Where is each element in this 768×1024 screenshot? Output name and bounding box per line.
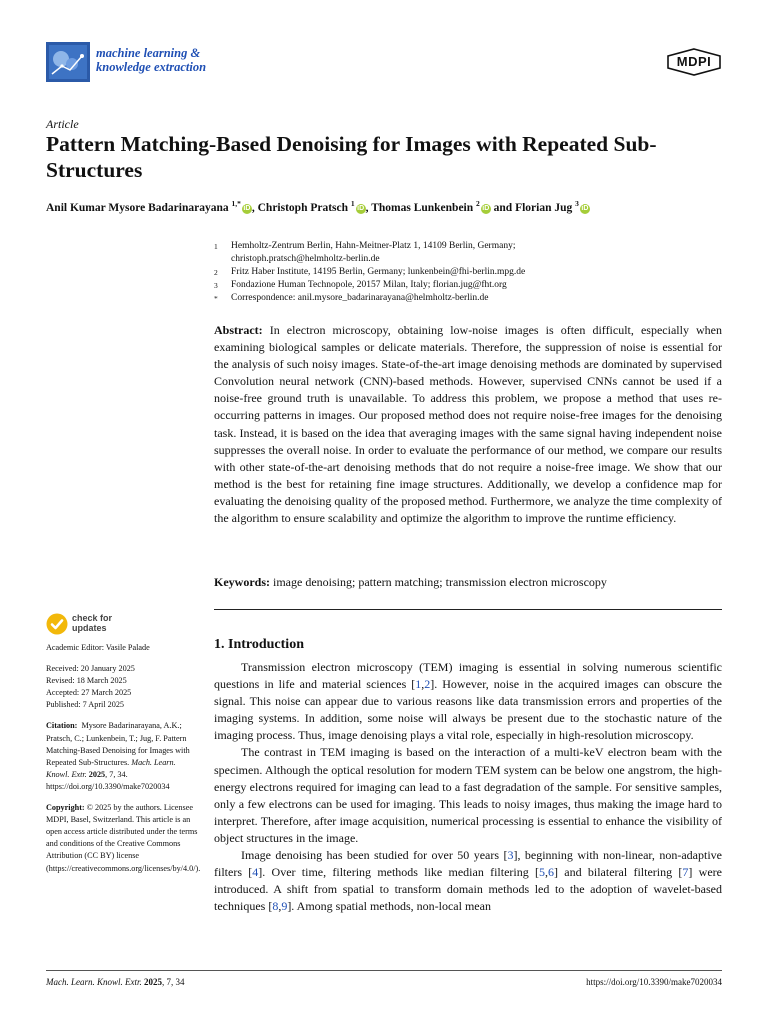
date-published: Published: 7 April 2025 (46, 700, 125, 710)
author-and: and (490, 201, 516, 214)
footer-citation (46, 977, 185, 987)
article-info-sidebar (46, 642, 201, 875)
paragraph-text: ]. However, noise in the acquired images can obscure the signal. This noise can appear due to various reasons like data transmission errors and properties of the imaging systems. In addition, some noise will always be present due to the stochastic nature of the imaging process. Thus, image denoising plays a vital role, especially in high-resolution microscopy. (214, 677, 722, 743)
paragraph-text: , (278, 899, 282, 914)
abstract (214, 322, 722, 527)
paragraph-text: Transmission electron microscopy (TEM) imaging is essential in solving numerous scientific questions in life and material sciences [ (214, 660, 722, 692)
introduction-body (214, 659, 722, 915)
citation-year: 2025 (88, 769, 106, 779)
affiliation-number: 2 (214, 268, 218, 277)
abstract-text: In electron microscopy, obtaining low-noise images is often difficult, especially when examining biological samples or delicate materials. Therefore, the suppression of noise is essential for the analysis of such noisy images. State-of-the-art image denoising methods are dominated by supervised Convolution neural network (CNN)-based methods. However, supervised CNNs cannot be used if a noise-free ground truth is unavailable. To address this problem, we propose a method that uses re-occurring patterns in images. Our proposed method does not require noise-free images for the denoising task. Instead, it is based on the idea that averaging images with the same signal having independent noise suppresses the overall noise. In order to evaluate the performance of our method, we compare our results with other state-of-the-art denoising methods that do not require a noise-free image. We show that our method is the best for retaining fine image structures. Additionally, we develop a confidence map for evaluating the denoising quality of the proposed method. Furthermore, we analyze the time complexity of the algorithm to ensure scalability and optimize the algorithm to improve the runtime efficiency. (214, 323, 723, 526)
citation (46, 720, 198, 793)
academic-editor: Academic Editor: Vasile Palade (46, 643, 150, 652)
footer-divider (46, 970, 722, 971)
affiliation-number (214, 253, 231, 266)
footer-journal: Mach. Learn. Knowl. Extr. (46, 977, 142, 987)
affiliation-row (214, 266, 734, 279)
paragraph-text: ]. Among spatial methods, non-local mean (287, 899, 491, 914)
date-received: Received: 20 January 2025 (46, 664, 135, 674)
affiliation-number: * (214, 294, 218, 303)
journal-name (96, 46, 206, 74)
abstract-label: Abstract: (214, 323, 263, 337)
affiliation-row (214, 253, 734, 266)
reference-link[interactable]: 5 (539, 865, 546, 880)
journal-name-line2: knowledge extraction (96, 60, 207, 74)
publisher-name: MDPI (676, 54, 712, 69)
author-name[interactable]: Florian Jug (515, 201, 573, 214)
author-list (46, 199, 736, 214)
date-revised: Revised: 18 March 2025 (46, 676, 127, 686)
footer-doi-link[interactable]: https://doi.org/10.3390/make7020034 (586, 977, 722, 987)
author-name[interactable]: Anil Kumar Mysore Badarinarayana (46, 201, 229, 214)
check-updates-line2: updates (72, 623, 107, 633)
author-affil-sup: 1 (350, 199, 355, 208)
paragraph-text: , (421, 677, 425, 692)
reference-link[interactable]: 2 (424, 677, 431, 692)
keywords-label: Keywords: (214, 575, 270, 589)
footer-volume: , 7, 34 (162, 977, 185, 987)
author-name[interactable]: Christoph Pratsch (257, 201, 349, 214)
paragraph: The contrast in TEM imaging is based on the interaction of a multi-keV electron beam with the specimen. Although the optical resolution for modern TEM system can be below one angstrom, the high-energy electrons required for imaging can lead to a fast degradation of the sample. For sensitive samples, only a few electrons can be used for imaging. This leads to noisy images, thus making the image hard to interpret. Therefore, after image acquisition, numerical processing is essential to enhance the visibility of object structures in the image. (214, 745, 722, 845)
affiliation-row (214, 240, 734, 253)
paragraph-text: ] were introduced. A shift from spatial to transform domain methods led to the adoption of wavelet-based techniques [ (214, 865, 722, 914)
paragraph-text: Image denoising has been studied for over 50 years [ (241, 848, 508, 863)
affiliation-text: Fritz Haber Institute, 14195 Berlin, Germany; lunkenbein@fhi-berlin.mpg.de (231, 267, 526, 277)
author-affil-sup: 3 (575, 199, 579, 208)
article-title: Pattern Matching-Based Denoising for Images with Repeated Sub-Structures (46, 132, 657, 182)
affiliation-text: Hemholtz-Zentrum Berlin, Hahn-Meitner-Platz 1, 14109 Berlin, Germany; (231, 241, 516, 251)
keywords-text: image denoising; pattern matching; transmission electron microscopy (273, 575, 607, 589)
footer-year: 2025 (144, 977, 162, 987)
check-updates-icon (46, 613, 68, 635)
reference-link[interactable]: 7 (682, 865, 689, 880)
affiliation-text: Fondazione Human Technopole, 20157 Milan, Italy; florian.jug@fht.org (231, 280, 507, 290)
orcid-icon[interactable]: iD (357, 204, 365, 212)
mdpi-logo (666, 48, 722, 76)
check-for-updates-button[interactable] (46, 612, 146, 638)
affiliation-number: 1 (214, 242, 218, 251)
author-separator: , (251, 201, 258, 214)
paragraph (214, 847, 722, 915)
affiliation-row (214, 279, 734, 292)
reference-link[interactable]: 9 (281, 899, 288, 914)
citation-doi[interactable]: , 7, 34. https://doi.org/10.3390/make7020034 (46, 769, 170, 791)
paragraph-text: , (545, 865, 549, 880)
copyright-text: © 2025 by the authors. Licensee MDPI, Basel, Switzerland. This article is an open access article distributed under the terms and conditions of the Creative Commons Attribution (CC BY) license (https://creativecommons.org/licenses/by/4.0/). (46, 803, 201, 873)
paragraph (214, 659, 722, 744)
affiliation-number: 3 (214, 281, 218, 290)
affiliations (214, 240, 734, 305)
journal-logo-icon (46, 42, 90, 82)
affiliation-email[interactable]: christoph.pratsch@helmholtz-berlin.de (231, 254, 380, 264)
paragraph-text: ], beginning with non-linear, non-adaptive filters [ (214, 848, 722, 880)
citation-text: Mysore Badarinarayana, A.K.; Pratsch, C.; Lunkenbein, T.; Jug, F. Pattern Matching-Based Denoising for Images with Repeated Sub-Structures. (46, 721, 190, 767)
keywords (214, 574, 722, 591)
reference-link[interactable]: 6 (548, 865, 555, 880)
check-updates-line1: check for (72, 613, 113, 623)
article-type: Article (46, 117, 79, 131)
correspondence: Correspondence: anil.mysore_badarinarayana@helmholtz-berlin.de (231, 293, 489, 303)
reference-link[interactable]: 3 (507, 848, 514, 863)
affiliation-row (214, 292, 734, 305)
orcid-icon[interactable]: iD (243, 204, 251, 212)
citation-label: Citation: (46, 721, 78, 731)
date-accepted: Accepted: 27 March 2025 (46, 688, 132, 698)
author-affil-sup: 1,* (231, 199, 241, 208)
paragraph-text: ] and bilateral filtering [ (554, 865, 683, 880)
orcid-icon[interactable]: iD (581, 204, 589, 212)
orcid-icon[interactable]: iD (482, 204, 490, 212)
author-affil-sup: 2 (476, 199, 480, 208)
author-name[interactable]: Thomas Lunkenbein (371, 201, 474, 214)
citation-journal: Mach. Learn. Knowl. Extr. (46, 757, 176, 779)
copyright-label: Copyright: (46, 803, 85, 813)
reference-link[interactable]: 1 (415, 677, 422, 692)
journal-name-line1: machine learning & (96, 46, 201, 60)
copyright (46, 802, 201, 875)
reference-link[interactable]: 4 (252, 865, 259, 880)
check-updates-text (72, 613, 112, 633)
reference-link[interactable]: 8 (272, 899, 279, 914)
section-divider (214, 609, 722, 610)
paragraph-text: ]. Over time, filtering methods like median filtering [ (258, 865, 540, 880)
author-separator: , (365, 201, 372, 214)
section-heading-introduction: 1. Introduction (214, 637, 304, 652)
